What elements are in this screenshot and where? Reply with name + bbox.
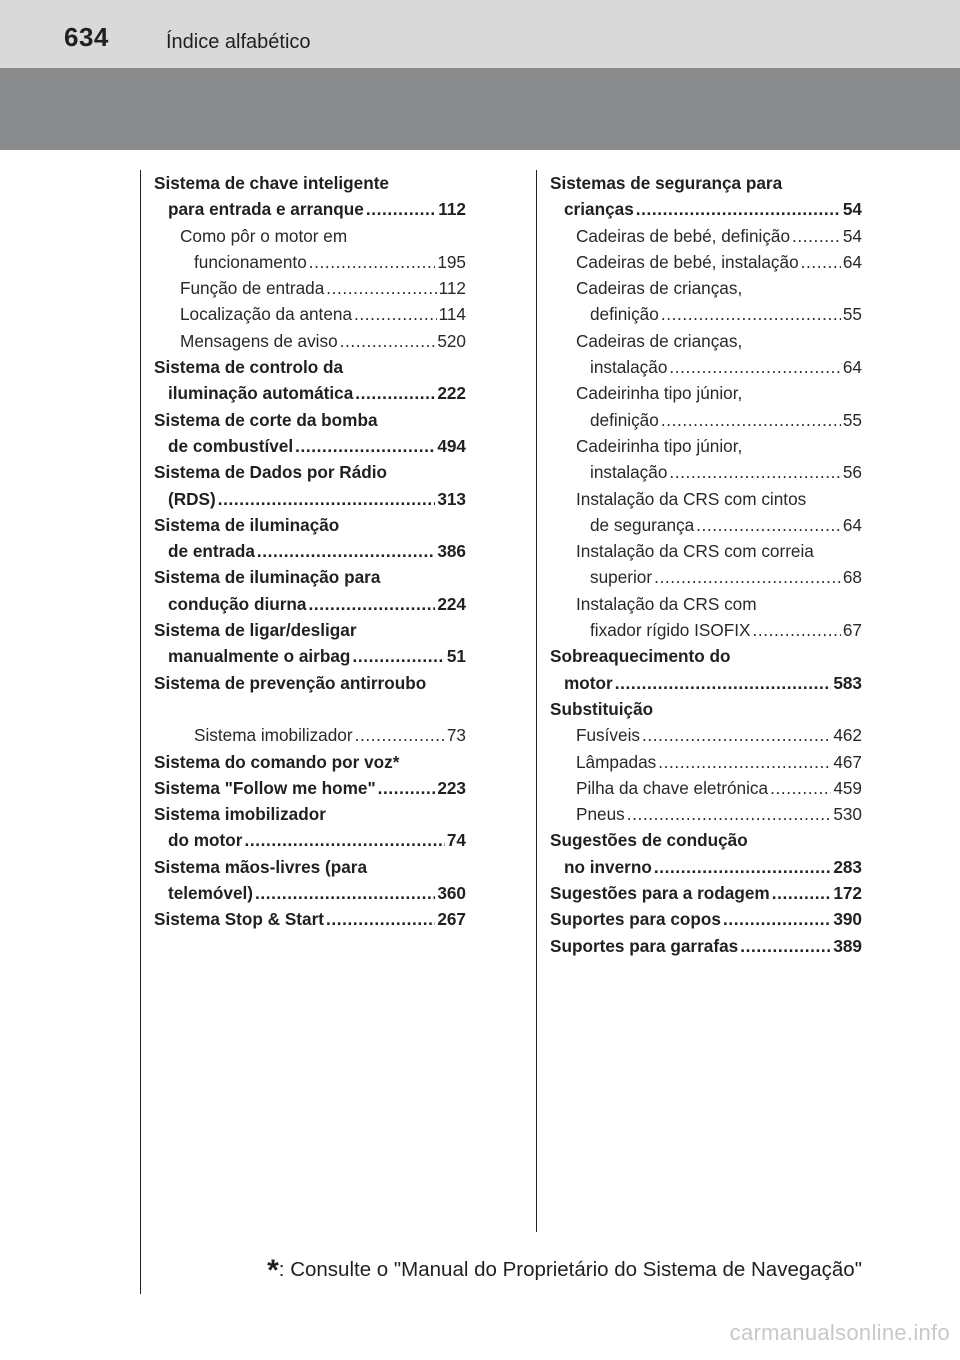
entry-page-number: 74 [446,830,466,851]
entry-line [154,696,466,722]
index-entry [550,775,862,801]
dot-leader [309,249,436,275]
index-entry [154,564,466,617]
entry-term: Fusíveis [576,725,640,746]
entry-term: Lâmpadas [576,751,657,772]
entry-term: Como pôr o motor em [180,225,348,246]
entry-line [550,906,862,932]
dot-leader [615,670,832,696]
dot-leader [772,880,832,906]
entry-page-number: 64 [842,514,862,535]
entry-term: do motor [168,830,243,851]
entry-term: telemóvel) [168,883,254,904]
index-entry [550,249,862,275]
entry-line [550,670,862,696]
entry-line [154,512,466,538]
dot-leader [801,249,841,275]
entry-line [154,617,466,643]
index-entry [550,749,862,775]
entry-line [154,407,466,433]
dot-leader [295,433,435,459]
index-entry [550,380,862,433]
dot-leader [654,854,831,880]
entry-term: Mensagens de aviso [180,330,338,351]
entry-page-number: 68 [842,567,862,588]
entry-term: Substituição [550,698,654,719]
dot-leader [355,722,445,748]
watermark: carmanualsonline.info [729,1320,950,1345]
dot-leader [255,880,435,906]
entry-term: Sistema mãos-livres (para [154,856,368,877]
index-entry [550,275,862,328]
section-title: Índice alfabético [166,31,311,53]
entry-term: Sistema de Dados por Rádio [154,462,388,483]
entry-term: Sugestões de condução [550,830,748,851]
entry-page-number: 56 [842,462,862,483]
dot-leader [326,275,436,301]
index-entry [154,906,466,932]
entry-line [154,459,466,485]
entry-term: Função de entrada [180,278,325,299]
entry-term: Sistema de iluminação para [154,567,381,588]
index-entry [550,696,862,722]
entry-line [550,880,862,906]
entry-line [550,775,862,801]
entry-line [154,775,466,801]
dot-leader [723,906,831,932]
entry-term: Cadeirinha tipo júnior, [576,435,743,456]
entry-line [154,223,466,249]
entry-line [154,670,466,696]
entry-page-number: 112 [438,278,466,299]
entry-term: Cadeirinha tipo júnior, [576,383,743,404]
entry-term: Localização da antena [180,304,353,325]
entry-line [550,486,862,512]
index-entry [550,906,862,932]
entry-line [550,328,862,354]
entry-term: Sistema "Follow me home" [154,777,376,798]
entry-page-number: 223 [437,777,466,798]
entry-line [550,617,862,643]
entry-page-number: 64 [842,251,862,272]
entry-line [550,433,862,459]
entry-term: Sistema de corte da bomba [154,409,378,430]
dot-leader [352,643,444,669]
index-entry [154,407,466,460]
entry-page-number: 195 [437,251,466,272]
entry-page-number: 54 [842,199,862,220]
entry-page-number: 67 [842,620,862,641]
entry-term: Sistema Stop & Start [154,909,325,930]
dot-leader [661,407,841,433]
entry-line [550,854,862,880]
index-entry [154,854,466,907]
index-entry [550,433,862,486]
index-entry [550,328,862,381]
entry-line [550,722,862,748]
dot-leader [642,722,831,748]
entry-term: no inverno [564,856,652,877]
index-entry [550,801,862,827]
index-entry [154,328,466,354]
entry-line [550,749,862,775]
entry-term: instalação [590,462,668,483]
dot-leader [354,301,437,327]
entry-term: Instalação da CRS com cintos [576,488,807,509]
entry-page-number: 64 [842,357,862,378]
entry-page-number: 520 [437,330,466,351]
entry-term: de segurança [590,514,695,535]
index-entry [550,591,862,644]
dot-leader [355,380,435,406]
index-entry [550,486,862,539]
dot-leader [366,196,436,222]
index-entry [154,459,466,512]
entry-line [550,591,862,617]
dot-leader [244,827,444,853]
entry-line [154,170,466,196]
entry-line [154,827,466,853]
index-entry [550,643,862,696]
index-entry [550,933,862,959]
index-entry [154,170,466,223]
entry-term: motor [564,672,613,693]
index-entry [154,354,466,407]
entry-term: Sistema de controlo da [154,357,344,378]
entry-page-number: 112 [438,199,466,220]
entry-term: Cadeiras de crianças, [576,330,743,351]
entry-line [154,538,466,564]
entry-term: Cadeiras de bebé, definição [576,225,791,246]
index-entry [550,223,862,249]
footnote [267,1254,862,1288]
entry-term: (RDS) [168,488,216,509]
entry-line [550,301,862,327]
entry-page-number: 55 [842,304,862,325]
entry-page-number: 459 [833,777,862,798]
index-column-left [154,170,466,933]
index-entry [154,670,466,696]
dot-leader [792,223,841,249]
entry-term: Sistema de chave inteligente [154,173,389,193]
dot-leader [636,196,841,222]
index-entry [550,827,862,880]
entry-term: Instalação da CRS com correia [576,541,814,562]
dot-leader [752,617,840,643]
entry-line [550,801,862,827]
page-number: 634 [64,22,109,52]
entry-term: de combustível [168,435,294,456]
entry-line [550,538,862,564]
entry-line [154,301,466,327]
entry-term: crianças [564,199,634,220]
entry-page-number: 55 [842,409,862,430]
entry-term: Sistema de prevenção antirroubo [154,672,427,693]
index-entry [154,512,466,565]
entry-term: funcionamento [194,251,307,272]
entry-page-number: 530 [833,804,862,825]
entry-line [550,643,862,669]
dot-leader [770,775,831,801]
index-entry [550,170,862,223]
entry-page-number: 283 [833,856,862,877]
entry-line [550,459,862,485]
entry-term: definição [590,304,659,325]
entry-page-number: 467 [833,751,862,772]
entry-term: Sistema do comando por voz* [154,751,400,772]
entry-page-number: 267 [437,909,466,930]
entry-line [154,275,466,301]
entry-line [550,933,862,959]
entry-term: Pneus [576,804,625,825]
index-column-right [550,170,862,959]
entry-page-number: 360 [437,883,466,904]
index-entry [154,775,466,801]
footnote-text: : Consulte o "Manual do Proprietário do Sistema de Navegação" [278,1258,862,1281]
entry-term: Sistema imobilizador [154,804,326,825]
entry-line [154,854,466,880]
entry-line [550,512,862,538]
entry-line [154,486,466,512]
entry-term: Sistema de iluminação [154,514,340,535]
entry-page-number: 462 [833,725,862,746]
entry-line [154,196,466,222]
entry-term: superior [590,567,653,588]
footnote-marker: * [267,1254,279,1287]
entry-line [550,407,862,433]
entry-line [154,722,466,748]
entry-term: Sistema imobilizador [194,725,353,746]
entry-line [550,170,862,196]
entry-term: para entrada e arranque [168,199,364,220]
entry-term: Pilha da chave eletrónica [576,777,769,798]
index-entry [154,749,466,775]
entry-page-number: 73 [446,725,466,746]
entry-page-number: 389 [833,935,862,956]
dot-leader [326,906,435,932]
entry-term: Cadeiras de crianças, [576,278,743,299]
header-band [0,0,960,68]
entry-line [550,380,862,406]
entry-term: Sistema de ligar/desligar [154,620,357,641]
entry-page-number: 54 [842,225,862,246]
dot-leader [669,459,840,485]
entry-term: manualmente o airbag [168,646,351,667]
index-entry [550,880,862,906]
entry-line [550,249,862,275]
dot-leader [308,591,435,617]
dot-leader [658,749,831,775]
entry-page-number: 386 [437,541,466,562]
entry-term: Sobreaquecimento do [550,646,731,667]
entry-line [550,223,862,249]
dot-leader [661,301,841,327]
entry-line [154,591,466,617]
entry-term: definição [590,409,659,430]
entry-term: Instalação da CRS com [576,593,757,614]
entry-term: Suportes para copos [550,909,721,930]
entry-line [550,827,862,853]
entry-line [154,249,466,275]
header-gray-bar [0,68,960,150]
entry-line [154,801,466,827]
entry-page-number: 172 [833,883,862,904]
dot-leader [627,801,832,827]
index-entry [154,301,466,327]
dot-leader [740,933,831,959]
entry-page-number: 51 [446,646,466,667]
dot-leader [696,512,841,538]
entry-line [154,643,466,669]
dot-leader [378,775,436,801]
left-column-rule [140,170,141,1294]
index-entry [154,801,466,854]
entry-term: fixador rígido ISOFIX [590,620,751,641]
entry-line [550,196,862,222]
entry-line [550,275,862,301]
entry-term: Sugestões para a rodagem [550,883,770,904]
entry-page-number: 583 [833,672,862,693]
entry-line [154,906,466,932]
entry-line [154,380,466,406]
entry-page-number: 222 [437,383,466,404]
index-entry [154,223,466,276]
middle-column-rule [536,170,537,1232]
entry-page-number: 494 [437,435,466,456]
dot-leader [669,354,840,380]
entry-page-number: 114 [438,304,466,325]
dot-leader [218,486,436,512]
entry-line [154,328,466,354]
entry-page-number: 390 [833,909,862,930]
entry-page-number: 313 [437,488,466,509]
entry-line [154,749,466,775]
dot-leader [340,328,436,354]
entry-line [550,354,862,380]
entry-line [154,354,466,380]
index-entry [154,617,466,670]
entry-term: Cadeiras de bebé, instalação [576,251,799,272]
entry-term: condução diurna [168,593,307,614]
entry-line [550,564,862,590]
entry-term: iluminação automática [168,383,354,404]
index-entry [154,275,466,301]
index-entry [550,722,862,748]
entry-line [154,880,466,906]
dot-leader [654,564,841,590]
entry-term: Suportes para garrafas [550,935,739,956]
entry-line [154,564,466,590]
entry-line [154,433,466,459]
entry-term: instalação [590,357,668,378]
entry-term: de entrada [168,541,255,562]
entry-term: Sistemas de segurança para [550,173,783,193]
entry-page-number: 224 [437,593,466,614]
index-entry [550,538,862,591]
index-entry [154,696,466,749]
entry-line [550,696,862,722]
dot-leader [257,538,435,564]
